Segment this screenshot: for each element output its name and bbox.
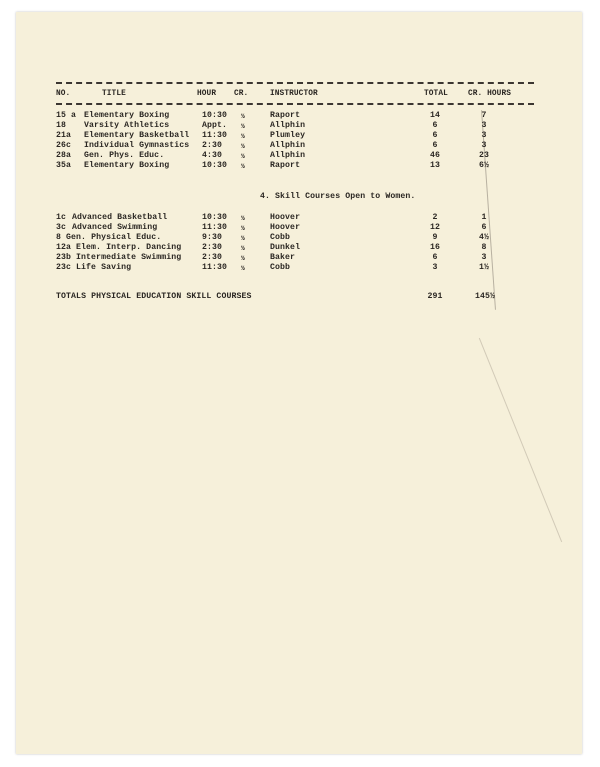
row-cr-hours: 3 <box>481 141 487 150</box>
row-instructor: Allphin <box>270 121 306 130</box>
row-cr: ½ <box>241 265 245 272</box>
row-hour: Appt. <box>202 121 228 130</box>
row-total: 12 <box>429 223 441 232</box>
col-header-no: NO. <box>56 90 71 98</box>
row-instructor: Hoover <box>270 213 301 222</box>
row-hour: 9:30 <box>202 233 223 242</box>
section-heading: 4. Skill Courses Open to Women. <box>260 192 416 201</box>
row-title: Gen. Physical Educ. <box>66 233 162 242</box>
row-cr: ½ <box>241 255 245 262</box>
row-total: 6 <box>432 121 438 130</box>
row-title: Elementary Boxing <box>84 161 170 170</box>
row-hour: 4:30 <box>202 151 223 160</box>
row-instructor: Allphin <box>270 141 306 150</box>
row-no: 23c <box>56 263 72 272</box>
row-hour: 10:30 <box>202 111 228 120</box>
row-no: 21a <box>56 131 72 140</box>
col-header-cr-hours: CR. HOURS <box>468 90 512 98</box>
row-no: 12a <box>56 243 72 252</box>
row-total: 6 <box>432 253 438 262</box>
totals-total: 291 <box>427 292 443 301</box>
row-total: 9 <box>432 233 438 242</box>
row-cr: ½ <box>241 143 245 150</box>
row-total: 6 <box>432 131 438 140</box>
totals-cr-hours: 145½ <box>474 292 496 301</box>
row-no: 1c <box>56 213 67 222</box>
row-no: 3c <box>56 223 67 232</box>
row-cr-hours: 3 <box>481 121 487 130</box>
col-header-cr: CR. <box>234 90 249 98</box>
row-total: 13 <box>429 161 441 170</box>
row-instructor: Plumley <box>270 131 306 140</box>
row-cr: ½ <box>241 123 245 130</box>
row-cr: ½ <box>241 225 245 232</box>
row-cr-hours: 4½ <box>478 233 490 242</box>
row-hour: 11:30 <box>202 263 228 272</box>
row-total: 14 <box>429 111 441 120</box>
row-total: 2 <box>432 213 438 222</box>
row-no: 18 <box>56 121 67 130</box>
row-title: Intermediate Swimming <box>76 253 182 262</box>
row-no: 23b <box>56 253 72 262</box>
row-hour: 11:30 <box>202 223 228 232</box>
top-rule <box>56 82 534 84</box>
row-cr-hours: 23 <box>478 151 490 160</box>
row-cr-hours: 1½ <box>478 263 490 272</box>
row-title: Varsity Athletics <box>84 121 170 130</box>
row-cr: ½ <box>241 163 245 170</box>
row-cr-hours: 8 <box>481 243 487 252</box>
row-hour: 11:30 <box>202 131 228 140</box>
row-total: 16 <box>429 243 441 252</box>
row-hour: 2:30 <box>202 243 223 252</box>
col-header-instructor: INSTRUCTOR <box>270 90 318 98</box>
row-title: Elementary Basketball <box>84 131 190 140</box>
row-cr: ½ <box>241 215 245 222</box>
row-instructor: Allphin <box>270 151 306 160</box>
col-header-total: TOTAL <box>424 90 448 98</box>
row-cr: ½ <box>241 245 245 252</box>
row-no: 15 a <box>56 111 77 120</box>
row-total: 6 <box>432 141 438 150</box>
row-title: Elem. Interp. Dancing <box>76 243 182 252</box>
row-hour: 2:30 <box>202 141 223 150</box>
row-title: Individual Gymnastics <box>84 141 190 150</box>
row-instructor: Raport <box>270 111 301 120</box>
row-total: 3 <box>432 263 438 272</box>
row-cr-hours: 1 <box>481 213 487 222</box>
row-no: 35a <box>56 161 72 170</box>
row-cr: ½ <box>241 153 245 160</box>
col-header-hour: HOUR <box>197 90 217 98</box>
row-hour: 2:30 <box>202 253 223 262</box>
row-cr-hours: 3 <box>481 253 487 262</box>
row-instructor: Dunkel <box>270 243 301 252</box>
row-instructor: Raport <box>270 161 301 170</box>
row-total: 46 <box>429 151 441 160</box>
row-hour: 10:30 <box>202 213 228 222</box>
row-instructor: Cobb <box>270 263 291 272</box>
row-title: Life Saving <box>76 263 132 272</box>
row-title: Advanced Basketball <box>72 213 168 222</box>
row-hour: 10:30 <box>202 161 228 170</box>
row-no: 28a <box>56 151 72 160</box>
header-rule <box>56 103 534 105</box>
totals-label: TOTALS PHYSICAL EDUCATION SKILL COURSES <box>56 292 252 301</box>
row-cr-hours: 7 <box>481 111 487 120</box>
col-header-title: TITLE <box>102 90 126 98</box>
row-cr: ½ <box>241 133 245 140</box>
row-cr: ½ <box>241 113 245 120</box>
row-instructor: Baker <box>270 253 296 262</box>
row-title: Elementary Boxing <box>84 111 170 120</box>
row-title: Advanced Swimming <box>72 223 158 232</box>
row-cr-hours: 6 <box>481 223 487 232</box>
row-cr-hours: 6½ <box>478 161 490 170</box>
row-cr-hours: 3 <box>481 131 487 140</box>
row-instructor: Hoover <box>270 223 301 232</box>
row-cr: ½ <box>241 235 245 242</box>
row-instructor: Cobb <box>270 233 291 242</box>
row-no: 26c <box>56 141 72 150</box>
row-no: 8 <box>56 233 62 242</box>
row-title: Gen. Phys. Educ. <box>84 151 165 160</box>
